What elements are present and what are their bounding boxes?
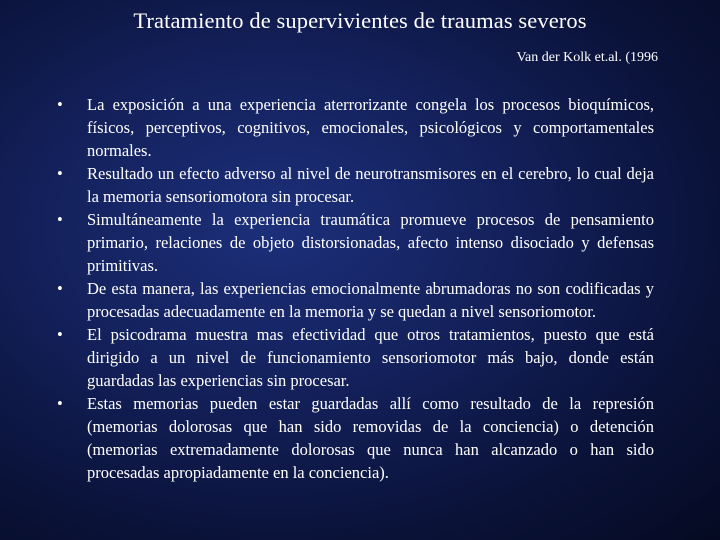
bullet-icon: • bbox=[57, 394, 63, 413]
bullet-text: Resultado un efecto adverso al nivel de neurotransmisores en el cerebro, lo cual deja la memoria sensoriomotora sin procesar. bbox=[87, 164, 654, 206]
bullet-item bbox=[57, 93, 654, 162]
bullet-text: Estas memorias pueden estar guardadas allí como resultado de la represión (memorias dolorosas que han sido removidas de la conciencia) o detención (memorias extremadamente dolorosas que nunca han alcanzado o han sido procesadas apropiadamente en la conciencia). bbox=[87, 394, 654, 482]
bullet-item bbox=[57, 208, 654, 277]
bullet-list bbox=[57, 93, 654, 484]
bullet-icon: • bbox=[57, 210, 63, 229]
bullet-icon: • bbox=[57, 95, 63, 114]
citation: Van der Kolk et.al. (1996 bbox=[516, 50, 658, 65]
bullet-item bbox=[57, 323, 654, 392]
bullet-text: La exposición a una experiencia aterrorizante congela los procesos bioquímicos, físicos, perceptivos, cognitivos, emocionales, psicológicos y comportamentales normales. bbox=[87, 95, 654, 160]
bullet-text: El psicodrama muestra mas efectividad que otros tratamientos, puesto que está dirigido a un nivel de funcionamiento sensoriomotor más bajo, donde están guardadas las experiencias sin procesar. bbox=[87, 325, 654, 390]
bullet-item bbox=[57, 277, 654, 323]
bullet-text: De esta manera, las experiencias emocionalmente abrumadoras no son codificadas y procesadas adecuadamente en la memoria y se quedan a nivel sensoriomotor. bbox=[87, 279, 654, 321]
bullet-icon: • bbox=[57, 325, 63, 344]
bullet-item bbox=[57, 162, 654, 208]
bullet-icon: • bbox=[57, 279, 63, 298]
bullet-item bbox=[57, 392, 654, 484]
slide-title: Tratamiento de supervivientes de traumas severos bbox=[133, 8, 587, 33]
bullet-icon: • bbox=[57, 164, 63, 183]
bullet-text: Simultáneamente la experiencia traumática promueve procesos de pensamiento primario, relaciones de objeto distorsionadas, afecto intenso disociado y defensas primitivas. bbox=[87, 210, 654, 275]
